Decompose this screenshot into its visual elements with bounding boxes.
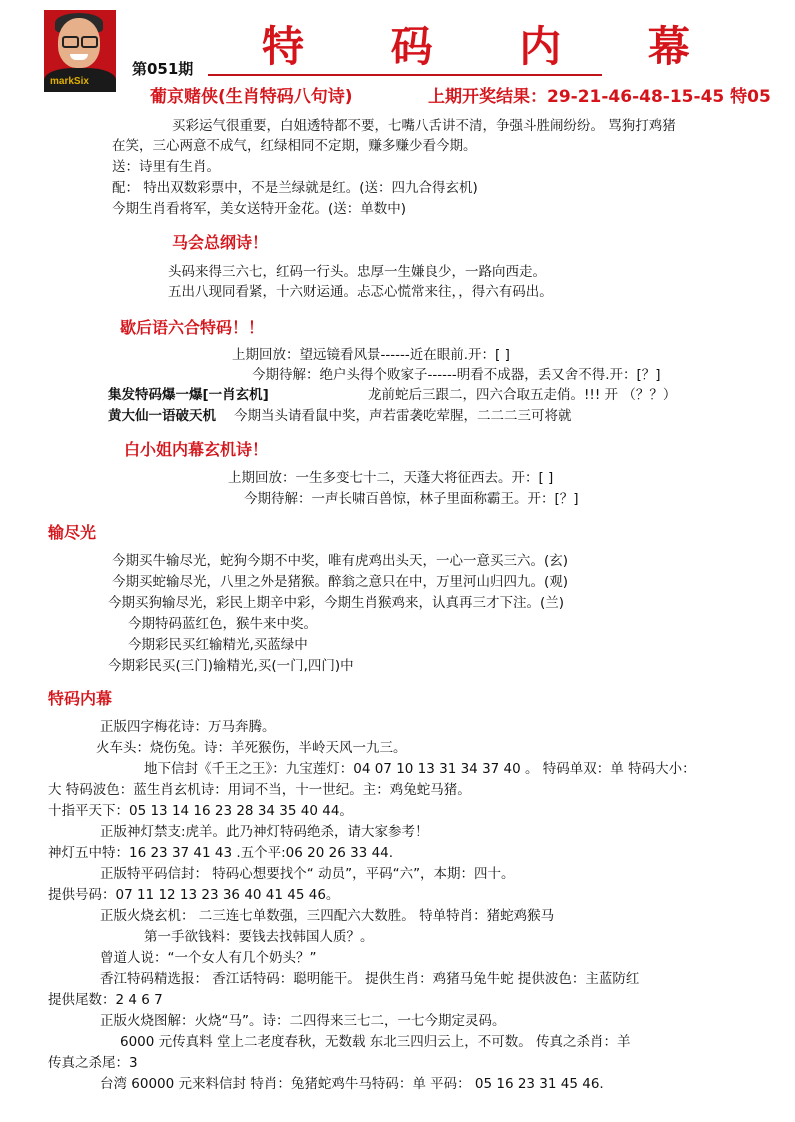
baixiaojie-line-1: 上期回放：一生多变七十二，天蓬大将征西去。开：[ ] [228, 470, 554, 486]
section-title-shujin: 输尽光 [48, 523, 97, 542]
temaneimu-line-15: 正版火烧图解：火烧“马”。诗：二四得来三七二，一七今期定灵码。 [100, 1013, 506, 1029]
section-title-baixiaojie: 白小姐内幕玄机诗！ [124, 440, 269, 459]
poem8-line-1: 买彩运气很重要，白姐透特都不要，七嘴八舌讲不清，争强斗胜闹纷纷。 骂狗打鸡猪 [172, 118, 676, 134]
shujin-line-4: 今期特码蓝红色，猴牛来中奖。 [128, 616, 317, 632]
avatar-mark: markSix [50, 76, 89, 87]
temaneimu-line-2: 火车头：烧伤兔。诗：羊死猴伤，半岭天风一九三。 [96, 740, 407, 756]
shujin-line-1: 今期买牛输尽光，蛇狗今期不中奖，唯有虎鸡出头天，一心一意买三六。(玄) [112, 553, 569, 569]
section-title-xiehou: 歇后语六合特码！！ [120, 318, 265, 337]
shujin-line-6: 今期彩民买(三门)输精光,买(一门,四门)中 [108, 658, 354, 674]
temaneimu-line-6: 正版神灯禁支:虎羊。此乃神灯特码绝杀，请大家参考！ [100, 824, 429, 840]
shujin-line-3: 今期买狗输尽光，彩民上期辛中彩，今期生肖猴鸡来，认真再三才下注。(兰) [108, 595, 565, 611]
temaneimu-line-3: 地下信封《千王之王》：九宝莲灯：04 07 10 13 31 34 37 40 。 特码单双：单 特码大小： [144, 761, 696, 777]
xiehou-line-3-text: 龙前蛇后三跟二，四六合取五走俏。!!! 开 （？？） [368, 387, 677, 403]
temaneimu-line-1: 正版四字梅花诗：万马奔腾。 [100, 719, 276, 735]
section-title-temaneimu: 特码内幕 [48, 689, 113, 708]
section-title-mahui: 马会总纲诗！ [172, 233, 269, 252]
temaneimu-line-5: 十指平天下：05 13 14 16 23 28 34 35 40 44。 [48, 803, 353, 819]
temaneimu-line-4: 大 特码波色：蓝生肖玄机诗：用词不当，十一世纪。主：鸡兔蛇马猪。 [48, 782, 471, 798]
poem8-line-2: 在笑，三心两意不成气，红绿相同不定期，赚多赚少看今期。 [112, 138, 477, 154]
temaneimu-line-17: 传真之杀尾：3 [48, 1055, 138, 1071]
temaneimu-line-10: 正版火烧玄机： 二三连七单数强，三四配六大数胜。 特单特肖：猪蛇鸡猴马 [100, 908, 555, 924]
temaneimu-line-8: 正版特平码信封： 特码心想要找个“ 动员”，平码“六”，本期：四十。 [100, 866, 515, 882]
temaneimu-line-7: 神灯五中特：16 23 37 41 43 .五个平:06 20 26 33 44. [48, 845, 394, 861]
temaneimu-line-14: 提供尾数：2 4 6 7 [48, 992, 163, 1008]
shujin-line-2: 今期买蛇输尽光，八里之外是猪猴。醉翁之意只在中，万里河山归四九。(观) [112, 574, 569, 590]
baixiaojie-line-2: 今期待解：一声长啸百兽惊，林子里面称霸王。开：[？] [244, 491, 579, 507]
mahui-line-2: 五出八现同看紧，十六财运通。忐忑心慌常来往，，得六有码出。 [168, 284, 553, 300]
poem8-line-4: 配： 特出双数彩票中，不是兰绿就是红。(送：四九合得玄机) [112, 180, 478, 196]
temaneimu-line-18: 台湾 60000 元来料信封 特肖：兔猪蛇鸡牛马特码：单 平码： 05 16 23 31 45 46. [100, 1076, 604, 1092]
poem8-line-5: 今期生肖看将军，美女送特开金花。(送：单数中) [112, 201, 407, 217]
mahui-line-1: 头码来得三六七，红码一行头。忠厚一生嫌良少，一路向西走。 [168, 264, 546, 280]
xiehou-line-1: 上期回放：望远镜看风景------近在眼前.开：[ ] [232, 347, 510, 363]
issue-number: 第051期 [132, 60, 194, 78]
page-title: 特 码 内 幕 [262, 22, 726, 71]
temaneimu-line-9: 提供号码：07 11 12 13 23 36 40 41 45 46。 [48, 887, 340, 903]
section-title-poem8: 葡京赌侠(生肖特码八句诗) [150, 87, 353, 107]
temaneimu-line-11: 第一手欲钱料：要钱去找韩国人质？。 [144, 929, 374, 945]
temaneimu-line-16: 6000 元传真料 堂上二老度春秋，无数载 东北三四归云上，不可数。 传真之杀肖：羊 [120, 1034, 631, 1050]
xiehou-line-3-label: 集发特码爆一爆[一肖玄机] [108, 387, 269, 403]
avatar [44, 10, 116, 92]
temaneimu-line-13: 香江特码精选报： 香江话特码：聪明能干。 提供生肖：鸡猪马兔牛蛇 提供波色：主蓝防红 [100, 971, 640, 987]
poem8-line-3: 送：诗里有生肖。 [112, 159, 220, 175]
shujin-line-5: 今期彩民买红输精光,买蓝绿中 [128, 637, 308, 653]
xiehou-line-2: 今期待解：绝户头得个败家子------明看不成器，丢又舍不得.开：[？] [252, 367, 661, 383]
title-rule [208, 74, 602, 76]
temaneimu-line-12: 曾道人说：“一个女人有几个奶头？” [100, 950, 317, 966]
xiehou-line-4-text: 今期当头请看鼠中奖，声若雷袭吃荤腥，二二二三可将就 [234, 408, 572, 424]
last-result: 上期开奖结果：29-21-46-48-15-45 特05 [428, 87, 771, 107]
xiehou-line-4-label: 黄大仙一语破天机 [108, 408, 216, 424]
